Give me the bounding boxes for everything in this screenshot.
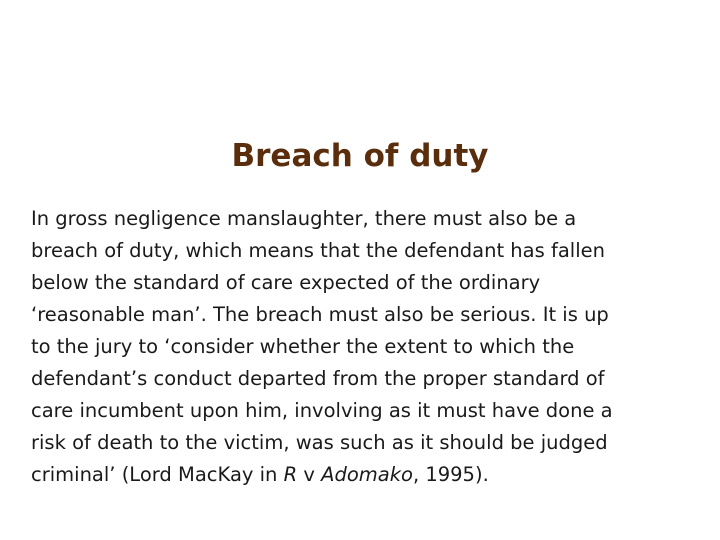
citation-prefix: criminal’ (Lord MacKay in — [31, 463, 284, 486]
case-defendant: Adomako — [321, 463, 413, 486]
paragraph-line-4: ‘reasonable man’. The breach must also be serious. It is up — [31, 303, 609, 326]
paragraph-line-5: to the jury to ‘consider whether the extent to which the — [31, 335, 575, 358]
body-paragraph — [31, 203, 701, 491]
paragraph-line-7: care incumbent upon him, involving as it must have done a — [31, 399, 613, 422]
paragraph-line-6: defendant’s conduct departed from the proper standard of — [31, 367, 605, 390]
paragraph-line-9 — [31, 459, 701, 491]
paragraph-line-8: risk of death to the victim, was such as it should be judged — [31, 431, 608, 454]
case-versus: v — [297, 463, 322, 486]
paragraph-line-1: In gross negligence manslaughter, there must also be a — [31, 207, 577, 230]
slide-title: Breach of duty — [231, 138, 489, 174]
citation-suffix: , 1995). — [412, 463, 489, 486]
case-claimant: R — [283, 463, 298, 486]
paragraph-line-3: below the standard of care expected of the ordinary — [31, 271, 541, 294]
paragraph-line-2: breach of duty, which means that the defendant has fallen — [31, 239, 605, 262]
